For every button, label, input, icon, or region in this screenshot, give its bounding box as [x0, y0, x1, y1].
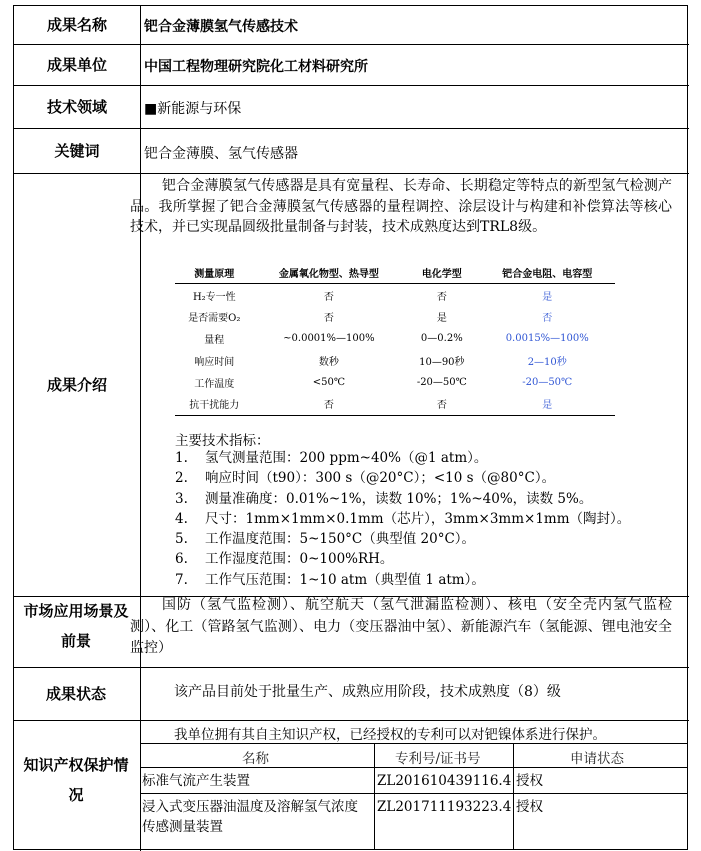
spec-title: 主要技术指标： — [175, 433, 270, 449]
cmp-header: 测量原理 — [175, 263, 254, 283]
spec-item — [175, 448, 630, 468]
spec-text: 响应时间（t90）：300 s（@20°C）；<10 s（@80°C）。 — [205, 470, 556, 487]
cmp-cell-highlight: 是 — [479, 393, 615, 415]
cmp-header: 电化学型 — [404, 263, 479, 283]
spec-text: 氢气测量范围：200 ppm~40%（@1 atm）。 — [205, 450, 488, 466]
cmp-cell: 否 — [404, 393, 479, 415]
spec-number: 7. — [175, 571, 188, 588]
ip-item-status: 授权 — [516, 799, 543, 815]
cmp-cell: 否 — [254, 393, 405, 415]
cmp-row — [175, 327, 615, 349]
status-value: 该产品目前处于批量生产、成熟应用阶段，技术成熟度（8）级 — [174, 684, 561, 700]
status-label: 成果状态 — [45, 684, 106, 703]
ip-divider — [140, 767, 688, 768]
name-label: 成果名称 — [46, 16, 107, 34]
ip-header-name: 名称 — [242, 751, 269, 767]
cmp-header: 金属氧化物型、热导型 — [254, 263, 405, 283]
spec-item — [175, 570, 630, 590]
field-label: 技术领域 — [46, 97, 107, 116]
spec-list — [175, 448, 630, 590]
cmp-cell: 10—90秒 — [419, 356, 465, 368]
intro-label: 成果介绍 — [46, 375, 107, 394]
intro-paragraph: 钯合金薄膜氢气传感器是具有宽量程、长寿命、长期稳定等特点的新型氢气检测产品。我所掌握了钯合金薄膜氢气传感器的量程调控、涂层设计与构建和补偿算法等核心技术，并已实现晶圆级批量制备与封装，技术成熟度达到TRL8级。 — [130, 178, 672, 235]
market-label-line: 前景 — [60, 632, 91, 650]
spec-text: 工作气压范围：1~10 atm（典型值 1 atm）。 — [205, 571, 485, 588]
cmp-row-label: 响应时间 — [194, 356, 235, 368]
ip-header-status: 申请状态 — [570, 751, 624, 767]
ip-item-number: ZL201610439116.4 — [377, 773, 512, 789]
cmp-cell: 数秒 — [318, 356, 339, 368]
ip-item-status: 授权 — [516, 773, 543, 789]
spec-number: 6. — [175, 551, 188, 568]
ip-label — [13, 750, 139, 810]
cmp-cell-highlight: 否 — [542, 312, 553, 324]
spec-number: 2. — [175, 470, 188, 487]
ip-intro: 我单位拥有其自主知识产权，已经授权的专利可以对钯镍体系进行保护。 — [174, 727, 606, 743]
spec-number: 4. — [175, 510, 188, 527]
cmp-row-label: 抗干扰能力 — [175, 393, 254, 415]
cmp-cell: 0—0.2% — [420, 332, 463, 344]
cmp-cell-highlight: 是 — [542, 291, 553, 303]
cmp-row — [175, 393, 615, 415]
cmp-row-label: 是否需要O₂ — [188, 312, 241, 324]
cmp-cell: 否 — [436, 291, 447, 303]
name-value: 钯合金薄膜氢气传感技术 — [144, 19, 298, 35]
ip-col-divider — [513, 743, 514, 850]
cmp-row — [175, 305, 615, 327]
cmp-row — [175, 371, 615, 393]
spec-number: 5. — [175, 531, 188, 548]
cmp-cell: 否 — [323, 312, 334, 324]
spec-number: 1. — [175, 450, 188, 466]
row-divider — [14, 720, 689, 721]
spec-item — [175, 529, 630, 549]
spec-text: 工作湿度范围：0~100%RH。 — [205, 551, 394, 568]
spec-item — [175, 468, 630, 488]
cmp-row-label: 工作温度 — [194, 378, 235, 390]
cmp-row — [175, 283, 615, 305]
ip-item-number: ZL201711193223.4 — [377, 799, 512, 815]
spec-item — [175, 489, 630, 509]
cmp-row — [175, 349, 615, 371]
spec-number: 3. — [175, 490, 188, 507]
cmp-cell-highlight: 0.0015%—100% — [505, 332, 589, 344]
keywords-label: 关键词 — [54, 141, 100, 160]
unit-label: 成果单位 — [46, 55, 107, 74]
ip-divider — [140, 793, 688, 794]
cmp-cell: 是 — [436, 312, 447, 324]
ip-label-line: 知识产权保护情 — [23, 756, 129, 774]
ip-header-number: 专利号/证书号 — [395, 751, 481, 767]
ip-divider — [140, 743, 688, 744]
ip-label-line: 况 — [68, 786, 84, 804]
keywords-value: 钯合金薄膜、氢气传感器 — [144, 146, 298, 162]
cmp-cell: -20—50℃ — [416, 376, 467, 388]
market-label — [13, 596, 139, 656]
market-label-line: 市场应用场景及 — [23, 602, 129, 620]
cmp-cell: ~0.0001%—100% — [283, 332, 375, 344]
cmp-cell: <50℃ — [312, 376, 346, 388]
cmp-header: 钯合金电阻、电容型 — [479, 263, 615, 283]
unit-value: 中国工程物理研究院化工材料研究所 — [144, 59, 368, 75]
ip-item-name: 标准气流产生装置 — [142, 773, 250, 789]
spec-item — [175, 509, 630, 529]
cmp-cell-highlight: -20—50℃ — [522, 376, 573, 388]
market-paragraph: 国防（氢气监检测）、航空航天（氢气泄漏监检测）、核电（安全壳内氢气监检测）、化工（管路氢气监测）、电力（变压器油中氢）、新能源汽车（氢能源、锂电池安全监控） — [130, 597, 672, 656]
cmp-row-label: H₂专一性 — [192, 291, 236, 303]
spec-item — [175, 549, 630, 569]
cmp-cell: 否 — [323, 291, 334, 303]
spec-text: 尺寸：1mm×1mm×0.1mm（芯片），3mm×3mm×1mm（陶封）。 — [205, 510, 631, 527]
spec-text: 工作温度范围：5~150°C（典型值 20°C）。 — [205, 531, 476, 548]
comparison-table — [175, 263, 615, 416]
cmp-cell-highlight: 2—10秒 — [527, 356, 567, 368]
ip-col-divider — [374, 743, 375, 850]
spec-text: 测量准确度：0.01%~1%，读数 10%；1%~40%，读数 5%。 — [205, 490, 593, 507]
field-value: ■新能源与环保 — [144, 101, 242, 117]
cmp-row-label: 量程 — [204, 334, 225, 346]
ip-item-name: 浸入式变压器油温度及溶解氢气浓度传感测量装置 — [142, 799, 358, 835]
